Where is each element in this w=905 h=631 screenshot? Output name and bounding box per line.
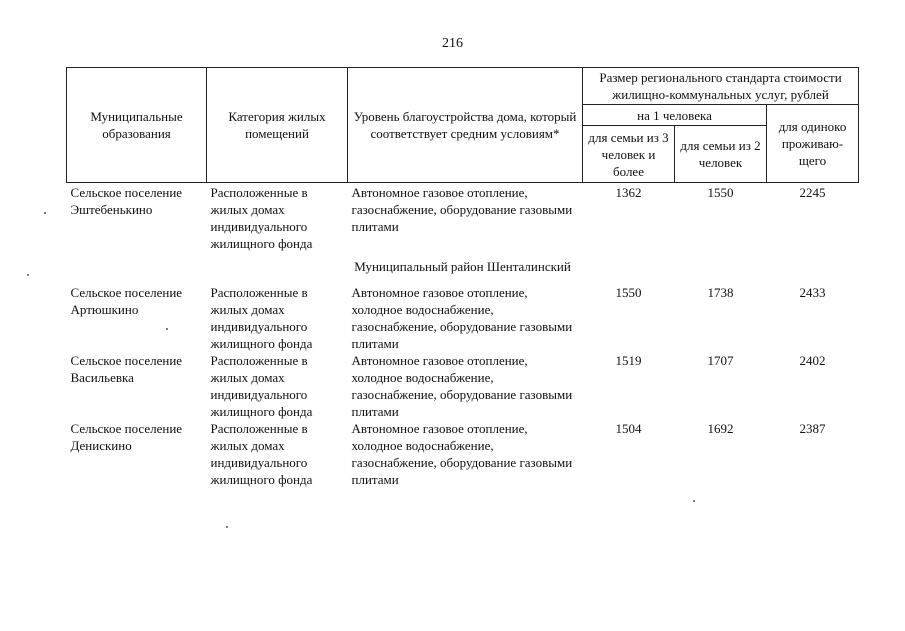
section-title: Муниципальный район Шенталинский — [354, 259, 571, 274]
cell-family3: 1362 — [615, 185, 642, 200]
header-family2: для семьи из 2 человек — [675, 126, 767, 183]
header-standard: Размер регионального стандарта стоимости жилищно-коммунальных услуг, рублей — [583, 68, 859, 105]
cell-family3: 1519 — [615, 353, 642, 368]
scan-speck — [693, 500, 695, 502]
header-family3: для семьи из 3 человек и более — [583, 126, 675, 183]
cell-municipality: Сельское поселение Артюшкино — [70, 285, 183, 317]
cell-family2: 1692 — [707, 421, 734, 436]
cell-municipality: Сельское поселение Эштебенькино — [70, 185, 183, 217]
cell-category: Расположенные в жилых домах индивидуального жилищного фонда — [210, 185, 313, 251]
page-number: 216 — [442, 36, 463, 51]
cell-single: 2433 — [799, 285, 826, 300]
header-level: Уровень благоустройства дома, который соответствует средним условиям* — [348, 68, 583, 183]
scan-speck — [226, 526, 228, 528]
header-municipality: Муниципальные образования — [67, 68, 207, 183]
cell-municipality: Сельское поселение Васильевка — [70, 353, 183, 385]
cell-family2: 1738 — [707, 285, 734, 300]
cell-level: Автономное газовое отопление, холодное водоснабжение, газоснабжение, оборудование газовыми плитами — [351, 421, 573, 487]
cell-level: Автономное газовое отопление, газоснабжение, оборудование газовыми плитами — [351, 185, 573, 234]
scan-speck — [166, 328, 168, 330]
cell-single: 2402 — [799, 353, 826, 368]
cell-single: 2387 — [799, 421, 826, 436]
header-category: Категория жилых помещений — [207, 68, 348, 183]
header-per-person: на 1 человека — [583, 105, 767, 126]
section-row — [67, 252, 859, 284]
cell-category: Расположенные в жилых домах индивидуального жилищного фонда — [210, 285, 313, 351]
cell-level: Автономное газовое отопление, холодное водоснабжение, газоснабжение, оборудование газовыми плитами — [351, 353, 573, 419]
cell-level: Автономное газовое отопление, холодное водоснабжение, газоснабжение, оборудование газовыми плитами — [351, 285, 573, 351]
scan-speck — [44, 212, 46, 214]
cell-category: Расположенные в жилых домах индивидуального жилищного фонда — [210, 421, 313, 487]
scan-speck — [27, 274, 29, 276]
table-body — [67, 183, 859, 489]
tariff-table — [66, 67, 859, 488]
table-header — [67, 68, 859, 183]
cell-category: Расположенные в жилых домах индивидуального жилищного фонда — [210, 353, 313, 419]
cell-single: 2245 — [799, 185, 826, 200]
cell-family3: 1504 — [615, 421, 642, 436]
table-row — [67, 420, 859, 488]
header-single: для одиноко проживаю-щего — [767, 105, 859, 183]
cell-family2: 1550 — [707, 185, 734, 200]
table-row — [67, 352, 859, 420]
table-row — [67, 183, 859, 253]
cell-family2: 1707 — [707, 353, 734, 368]
cell-family3: 1550 — [615, 285, 642, 300]
table-row — [67, 284, 859, 352]
cell-municipality: Сельское поселение Денискино — [70, 421, 183, 453]
